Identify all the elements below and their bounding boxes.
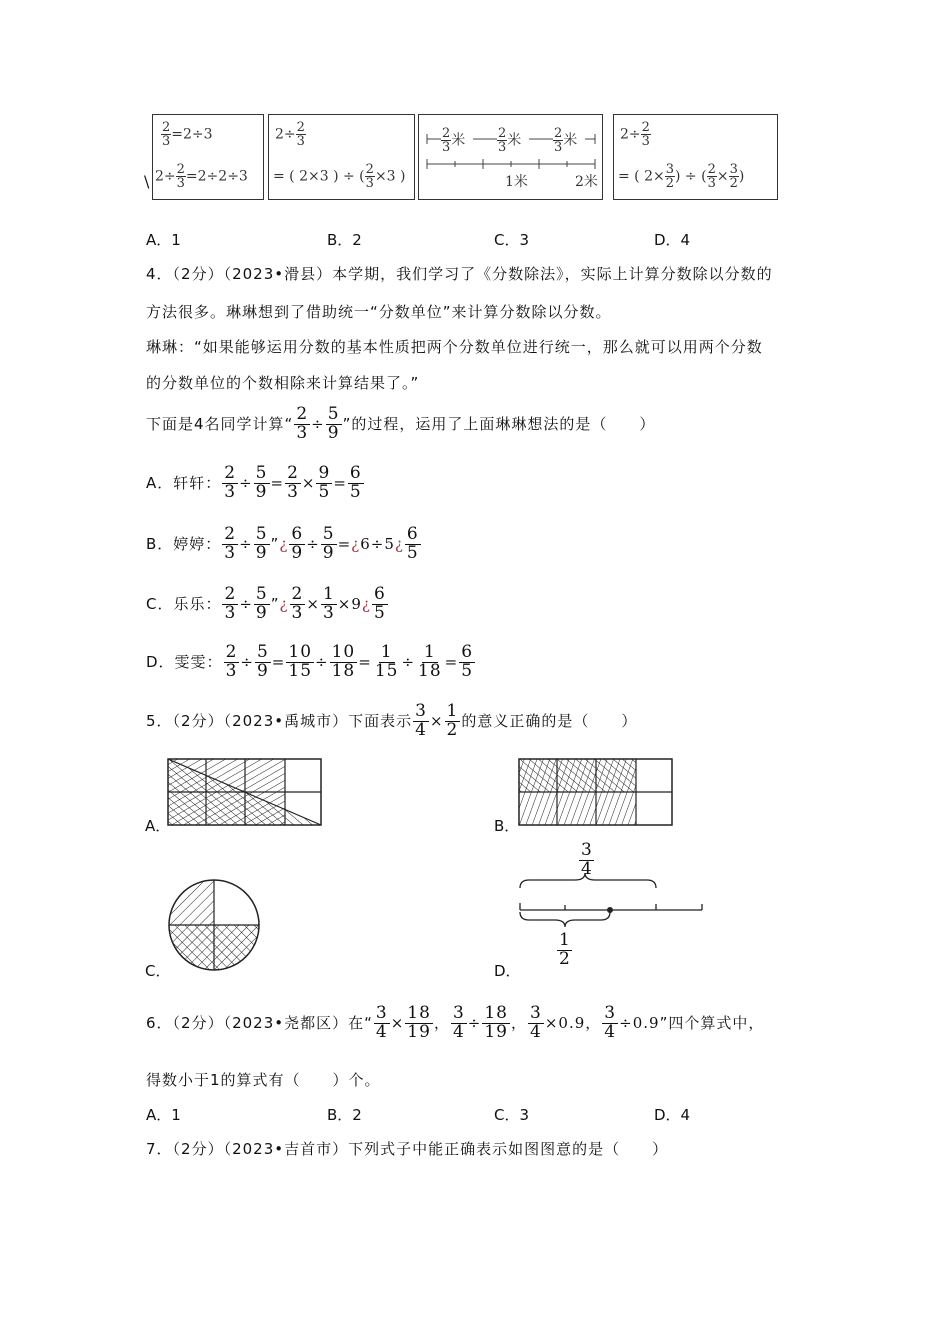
q5-option-a-figure <box>167 758 323 828</box>
q5-option-c-label[interactable]: C． <box>145 962 171 980</box>
q5-option-a-label[interactable]: A． <box>145 817 171 835</box>
q3-option-a[interactable]: A．1 <box>146 231 181 249</box>
q3-option-b[interactable]: B．2 <box>327 231 362 249</box>
q3-box2-line1: 2÷ $\frac{2}{3}$ <box>275 120 305 149</box>
q3-box1-line1: $\frac{2}{3}$ =2÷3 <box>162 120 213 149</box>
q4-stem-line-3: 琳琳：“如果能够运用分数的基本性质把两个分数单位进行统一，那么就可以用两个分数 <box>146 338 763 356</box>
q5-option-b-figure <box>518 758 674 828</box>
q3-figure-box-2 <box>268 114 415 200</box>
q4-option-a[interactable]: A．轩轩： $\frac{2}{3}$ ÷ $\frac{5}{9}$ = $\frac{2}{3}$ × $\frac{9}{5}$ = $\frac{6}{5}$ <box>146 463 362 502</box>
q3-box1-line2: 2÷ $\frac{2}{3}$ =2÷2÷3 <box>155 162 248 191</box>
q3-box4-line2: = ( 2× $\frac{3}{2}$ ) ÷ ( $\frac{2}{3}$ × $\frac{3}{2}$ ) <box>618 162 745 191</box>
q3-box2-line2: = ( 2×3 ) ÷ ( $\frac{2}{3}$ ×3 ) <box>273 162 406 191</box>
q3-box3-seg-label-3: $\frac{2}{3}$ 米 <box>554 126 578 155</box>
q4-option-d[interactable]: D．雯雯： $\frac{2}{3}$ ÷ $\frac{5}{9}$ = $\frac{10}{15}$ ÷ $\frac{10}{18}$ = $\frac{1}{15}$ ÷ $\frac{1}{18}$ = $\frac{6}{5}$ <box>146 642 474 681</box>
q4-option-b[interactable]: B．婷婷： $\frac{2}{3}$ ÷ $\frac{5}{9}$ ”¿ $\frac{6}{9}$ ÷ $\frac{5}{9}$ =¿6÷5¿ $\frac{6}{5}$ <box>146 524 419 563</box>
q3-box4-line1: 2÷ $\frac{2}{3}$ <box>620 120 650 149</box>
q4-stem-line-5: 下面是4名同学计算“ $\frac{2}{3}$ ÷ $\frac{5}{9}$ ”的过程，运用了上面琳琳想法的是（ ） <box>146 404 656 443</box>
q5-option-c-figure <box>167 878 261 972</box>
q6-stem-line-1: 6．（2分）（2023•尧都区）在“ $\frac{3}{4}$ × $\frac{18}{19}$ ， $\frac{3}{4}$ ÷ $\frac{18}{19}$ ， $\frac{3}{4}$ ×0.9， $\frac{3}{4}$ ÷0.9”四个算式中， <box>146 1003 765 1042</box>
q6-option-c[interactable]: C．3 <box>494 1106 530 1124</box>
q3-box3-seg-label-2: $\frac{2}{3}$ 米 <box>498 126 522 155</box>
q3-box3-seg-label-1: $\frac{2}{3}$ 米 <box>442 126 466 155</box>
q6-stem-line-2: 得数小于1的算式有（ ）个。 <box>146 1071 381 1089</box>
q4-stem-line-2: 方法很多。琳琳想到了借助统一“分数单位”来计算分数除以分数。 <box>146 303 612 321</box>
q5-stem: 5．（2分）（2023•禹城市）下面表示 $\frac{3}{4}$ × $\frac{1}{2}$ 的意义正确的是（ ） <box>146 701 638 740</box>
q6-option-d[interactable]: D．4 <box>654 1106 691 1124</box>
q4-option-c[interactable]: C．乐乐： $\frac{2}{3}$ ÷ $\frac{5}{9}$ ”¿ $\frac{2}{3}$ × $\frac{1}{3}$ ×9¿ $\frac{6}{5}$ <box>146 584 386 623</box>
q6-option-a[interactable]: A．1 <box>146 1106 181 1124</box>
q4-stem-line-4: 的分数单位的个数相除来计算结果了。” <box>146 374 420 392</box>
q4-stem-line-1: 4．（2分）（2023•滑县）本学期，我们学习了《分数除法》，实际上计算分数除以分数的 <box>146 265 773 283</box>
q3-option-d[interactable]: D．4 <box>654 231 691 249</box>
q5-option-d-top-fraction: $\frac{3}{4}$ <box>581 840 592 879</box>
q5-option-b-label[interactable]: B． <box>494 817 520 835</box>
q5-option-d-label[interactable]: D． <box>494 962 521 980</box>
q3-box3-mark-2m: 2米 <box>575 174 598 190</box>
q3-figure-box-1 <box>152 114 264 200</box>
q5-option-d-figure <box>515 870 707 930</box>
q3-figure-box-3 <box>418 114 603 200</box>
q6-option-b[interactable]: B．2 <box>327 1106 362 1124</box>
q5-option-d-bottom-fraction: $\frac{1}{2}$ <box>559 930 570 969</box>
q3-figure-box-4 <box>613 114 778 200</box>
q3-option-c[interactable]: C．3 <box>494 231 530 249</box>
q3-mark: \ <box>144 172 150 191</box>
q3-box3-mark-1m: 1米 <box>505 174 528 190</box>
q7-stem: 7．（2分）（2023•吉首市）下列式子中能正确表示如图图意的是（ ） <box>146 1140 669 1158</box>
